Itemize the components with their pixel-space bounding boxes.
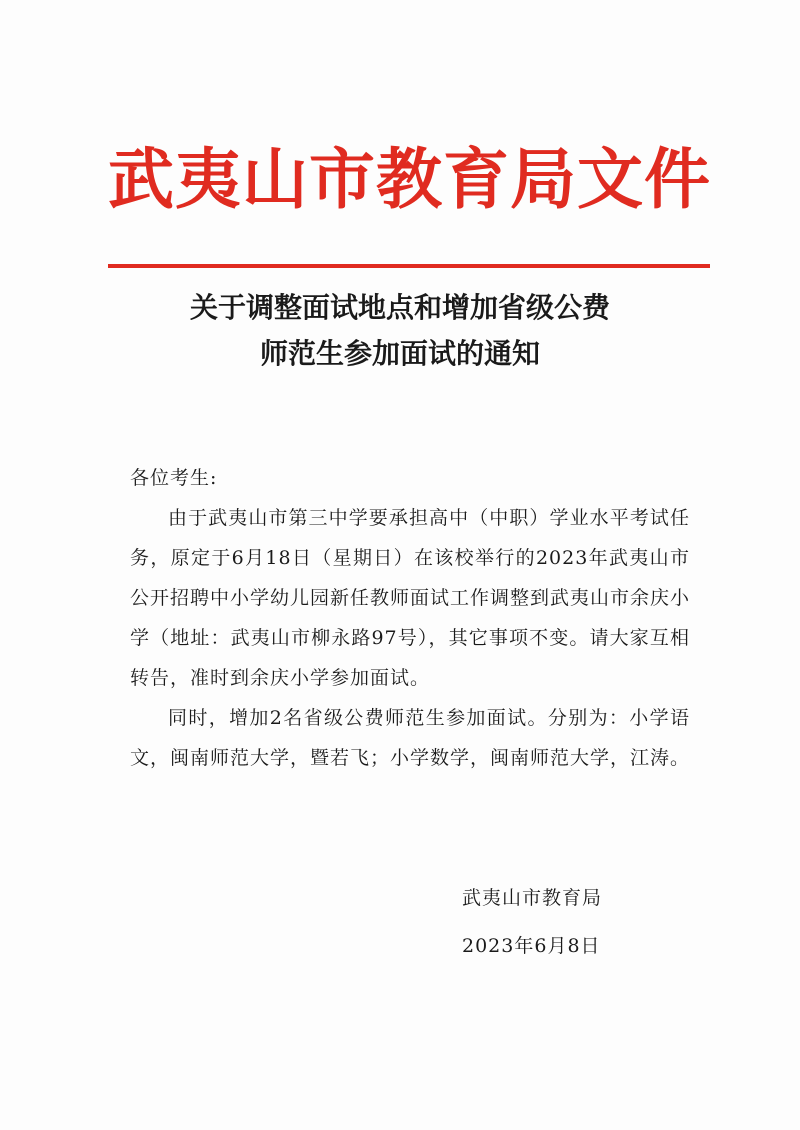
salutation: 各位考生:	[130, 467, 218, 489]
paragraph-venue-change: 由于武夷山市第三中学要承担高中（中职）学业水平考试任务，原定于6月18日（星期日）在该校举行的2023年武夷山市公开招聘中小学幼儿园新任教师面试工作调整到武夷山市余庆小学（地址：武夷山市柳永路97号），其它事项不变。请大家互相转告，准时到余庆小学参加面试。	[130, 507, 691, 689]
red-divider-line	[108, 264, 710, 268]
notice-title-line-1: 关于调整面试地点和增加省级公费	[189, 291, 610, 324]
notice-title	[100, 285, 700, 377]
signature-organization: 武夷山市教育局	[462, 887, 603, 909]
signature-block	[462, 874, 702, 970]
notice-title-line-2: 师范生参加面试的通知	[259, 337, 540, 370]
notice-body	[130, 458, 690, 778]
document-header-title: 武夷山市教育局文件	[108, 141, 711, 218]
signature-date: 2023年6月8日	[462, 935, 601, 957]
paragraph-additional-candidates: 同时，增加2名省级公费师范生参加面试。分别为：小学语文，闽南师范大学，暨若飞；小学数学，闽南师范大学，江涛。	[130, 707, 691, 769]
